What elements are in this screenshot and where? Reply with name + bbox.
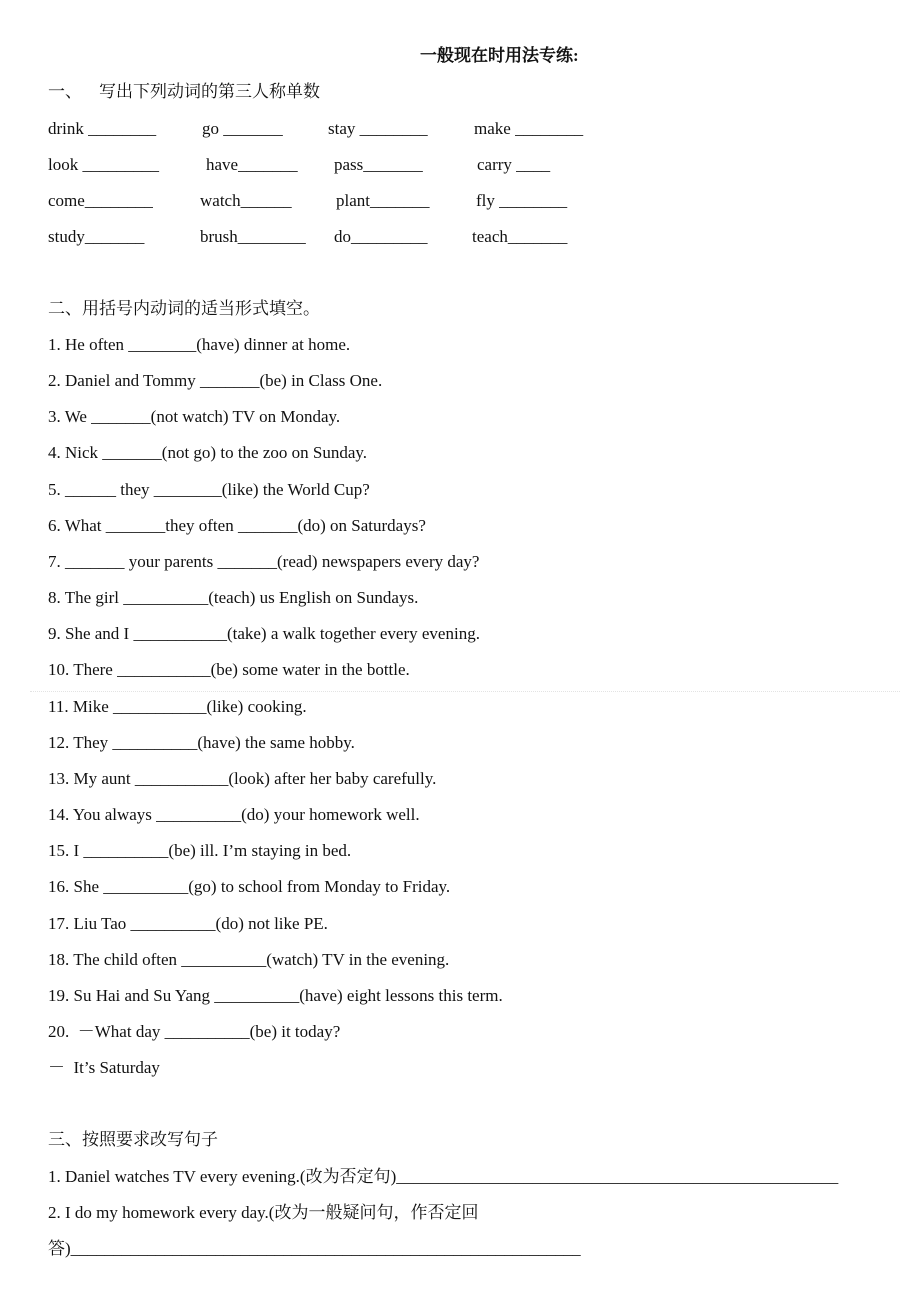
page-divider [30,691,900,692]
verb-blank[interactable]: brush________ [200,227,306,246]
fill-in-item[interactable]: 19. Su Hai and Su Yang __________(have) eight lessons this term. [48,986,503,1005]
fill-in-item[interactable]: 18. The child often __________(watch) TV in the evening. [48,950,450,969]
fill-in-item[interactable]: 7. _______ your parents _______(read) newspapers every day? [48,552,480,571]
fill-in-item[interactable]: 11. Mike ___________(like) cooking. [48,697,307,716]
verb-blank[interactable]: teach_______ [472,227,568,246]
fill-in-item[interactable]: 3. We _______(not watch) TV on Monday. [48,407,341,426]
rewrite-item[interactable]: 1. Daniel watches TV every evening.(改为否定句)____________________________________________________ [48,1167,839,1186]
verb-blank[interactable]: look _________ [48,155,159,174]
fill-in-item[interactable]: 10. There ___________(be) some water in the bottle. [48,660,410,679]
verb-blank[interactable]: stay ________ [328,119,428,138]
fill-in-item[interactable]: 20. －What day __________(be) it today? [48,1022,341,1041]
fill-in-item[interactable]: 17. Liu Tao __________(do) not like PE. [48,914,328,933]
fill-in-item[interactable]: 8. The girl __________(teach) us English on Sundays. [48,588,419,607]
page-title: 一般现在时用法专练: [420,46,579,65]
verb-blank[interactable]: come________ [48,191,153,210]
fill-in-item[interactable]: 6. What _______they often _______(do) on Saturdays? [48,516,426,535]
verb-blank[interactable]: study_______ [48,227,145,246]
section3-heading: 三、按照要求改写句子 [48,1130,218,1149]
verb-blank[interactable]: watch______ [200,191,292,210]
verb-blank[interactable]: carry ____ [477,155,551,174]
verb-blank[interactable]: plant_______ [336,191,430,210]
fill-in-item[interactable]: 5. ______ they ________(like) the World Cup? [48,480,370,499]
verb-blank[interactable]: fly ________ [476,191,568,210]
fill-in-item[interactable]: 1. He often ________(have) dinner at home. [48,335,351,354]
verb-blank[interactable]: pass_______ [334,155,423,174]
verb-blank[interactable]: do_________ [334,227,428,246]
section2-heading: 二、用括号内动词的适当形式填空。 [48,299,320,318]
fill-in-item[interactable]: 4. Nick _______(not go) to the zoo on Sunday. [48,443,368,462]
verb-blank[interactable]: drink ________ [48,119,157,138]
fill-in-item[interactable]: 14. You always __________(do) your homework well. [48,805,420,824]
fill-in-item[interactable]: 13. My aunt ___________(look) after her baby carefully. [48,769,437,788]
rewrite-item-continued[interactable]: 答)____________________________________________________________ [48,1239,581,1258]
rewrite-item[interactable]: 2. I do my homework every day.(改为一般疑问句，作否定回 [48,1203,479,1222]
fill-in-item[interactable]: 9. She and I ___________(take) a walk together every evening. [48,624,480,643]
section1-heading: 一、 写出下列动词的第三人称单数 [48,82,320,101]
fill-in-item[interactable]: 2. Daniel and Tommy _______(be) in Class One. [48,371,383,390]
verb-blank[interactable]: go _______ [202,119,283,138]
verb-blank[interactable]: make ________ [474,119,584,138]
dialogue-answer: － It’s Saturday [48,1058,160,1077]
verb-blank[interactable]: have_______ [206,155,298,174]
fill-in-item[interactable]: 12. They __________(have) the same hobby. [48,733,355,752]
fill-in-item[interactable]: 15. I __________(be) ill. I’m staying in bed. [48,841,352,860]
fill-in-item[interactable]: 16. She __________(go) to school from Monday to Friday. [48,877,451,896]
